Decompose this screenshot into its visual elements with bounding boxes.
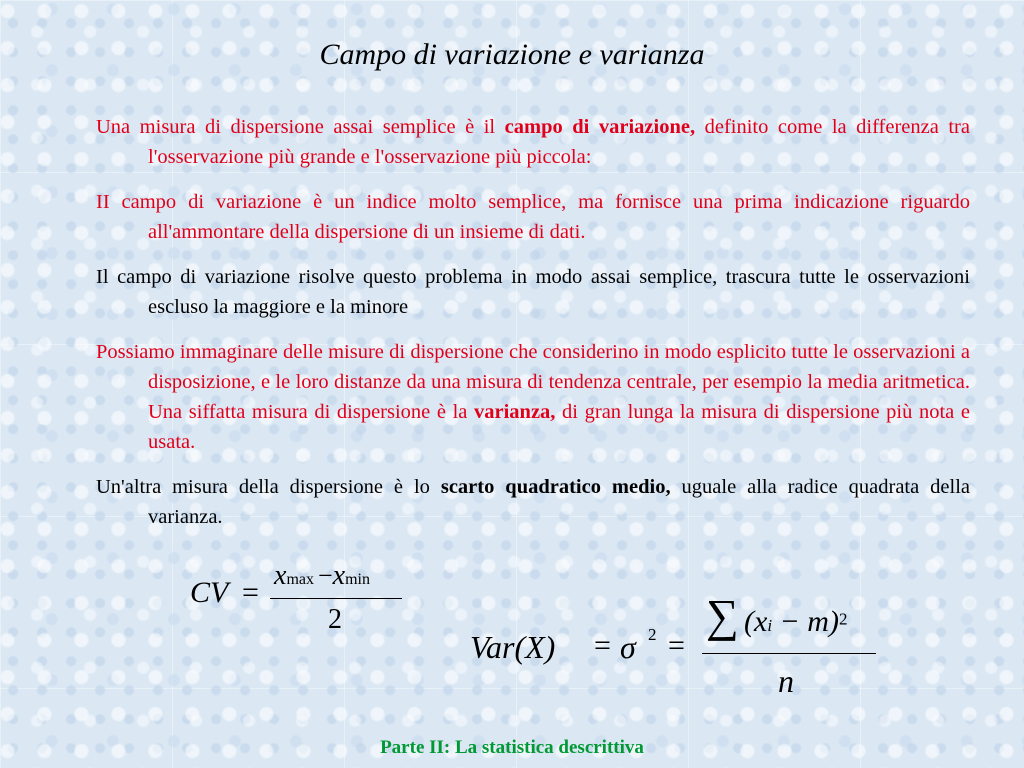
- cv-sub-min: min: [345, 571, 370, 588]
- var-equals-2: =: [668, 629, 685, 662]
- var-num-sub: i: [767, 616, 773, 635]
- cv-sub-max: max: [286, 571, 314, 588]
- cv-equals: =: [242, 576, 259, 609]
- cv-fraction-bar: [270, 598, 402, 599]
- para2-text: II campo di variazione è un indice molto semplice, ma fornisce una prima indicazione riguardo all'ammontare della dispersione di un insieme di dati.: [96, 191, 970, 243]
- paragraph-5: [96, 472, 970, 532]
- var-fraction-bar: [702, 653, 876, 654]
- cv-minus: −: [317, 561, 333, 590]
- paragraph-3: [96, 262, 970, 322]
- cv-numerator: [274, 560, 404, 592]
- para1-bold-campo-di-variazione: campo di variazione,: [504, 116, 696, 138]
- var-lhs: Var(X): [470, 629, 556, 665]
- var-denominator: n: [778, 663, 794, 699]
- var-equals-1: =: [594, 629, 611, 662]
- cv-x1: x: [274, 560, 287, 591]
- var-numerator: [744, 605, 847, 639]
- slide-body: [96, 112, 970, 547]
- footer-caption: Parte II: La statistica descrittiva: [380, 737, 644, 758]
- para1-text-b: definito come la differenza tra l'osservazione più grande e l'osservazione più piccola:: [148, 116, 970, 168]
- paragraph-1: [96, 112, 970, 172]
- para3-text: Il campo di variazione risolve questo problema in modo assai semplice, trascura tutte le osservazioni escluso la maggiore e la minore: [96, 266, 970, 318]
- cv-denominator: 2: [328, 604, 342, 635]
- para5-text-a: Un'altra misura della dispersione è lo: [96, 476, 441, 498]
- para4-text-b: di gran lunga la misura di dispersione più nota e usata.: [148, 401, 970, 453]
- paragraph-4: [96, 337, 970, 457]
- para5-text-b: uguale alla radice quadrata della varianza.: [148, 476, 970, 528]
- para1-text-a: Una misura di dispersione assai semplice è il: [96, 116, 505, 138]
- cv-x2: x: [332, 560, 346, 591]
- var-num-rest: − m): [772, 605, 839, 638]
- para4-text-a: Possiamo immaginare delle misure di dispersione che considerino in modo esplicito tutte le osservazioni a disposizione, e le loro distanze da una misura di tendenza centrale, per esempio la media aritmetica. Una siffatta misura di dispersione è la: [96, 341, 970, 423]
- formula-variance: [470, 590, 890, 705]
- var-sum-symbol: ∑: [706, 590, 739, 641]
- var-num-body: (x: [744, 605, 768, 638]
- cv-lhs: CV: [190, 576, 229, 609]
- slide-title: Campo di variazione e varianza: [319, 38, 705, 71]
- var-sigma: σ: [620, 629, 636, 665]
- var-num-exp: 2: [838, 609, 848, 629]
- para5-bold-scarto-quadratico-medio: scarto quadratico medio,: [440, 476, 671, 498]
- para4-bold-varianza: varianza,: [474, 401, 556, 423]
- paragraph-2: [96, 187, 970, 247]
- var-sigma-exp: 2: [648, 625, 657, 644]
- formula-cv: [190, 560, 420, 640]
